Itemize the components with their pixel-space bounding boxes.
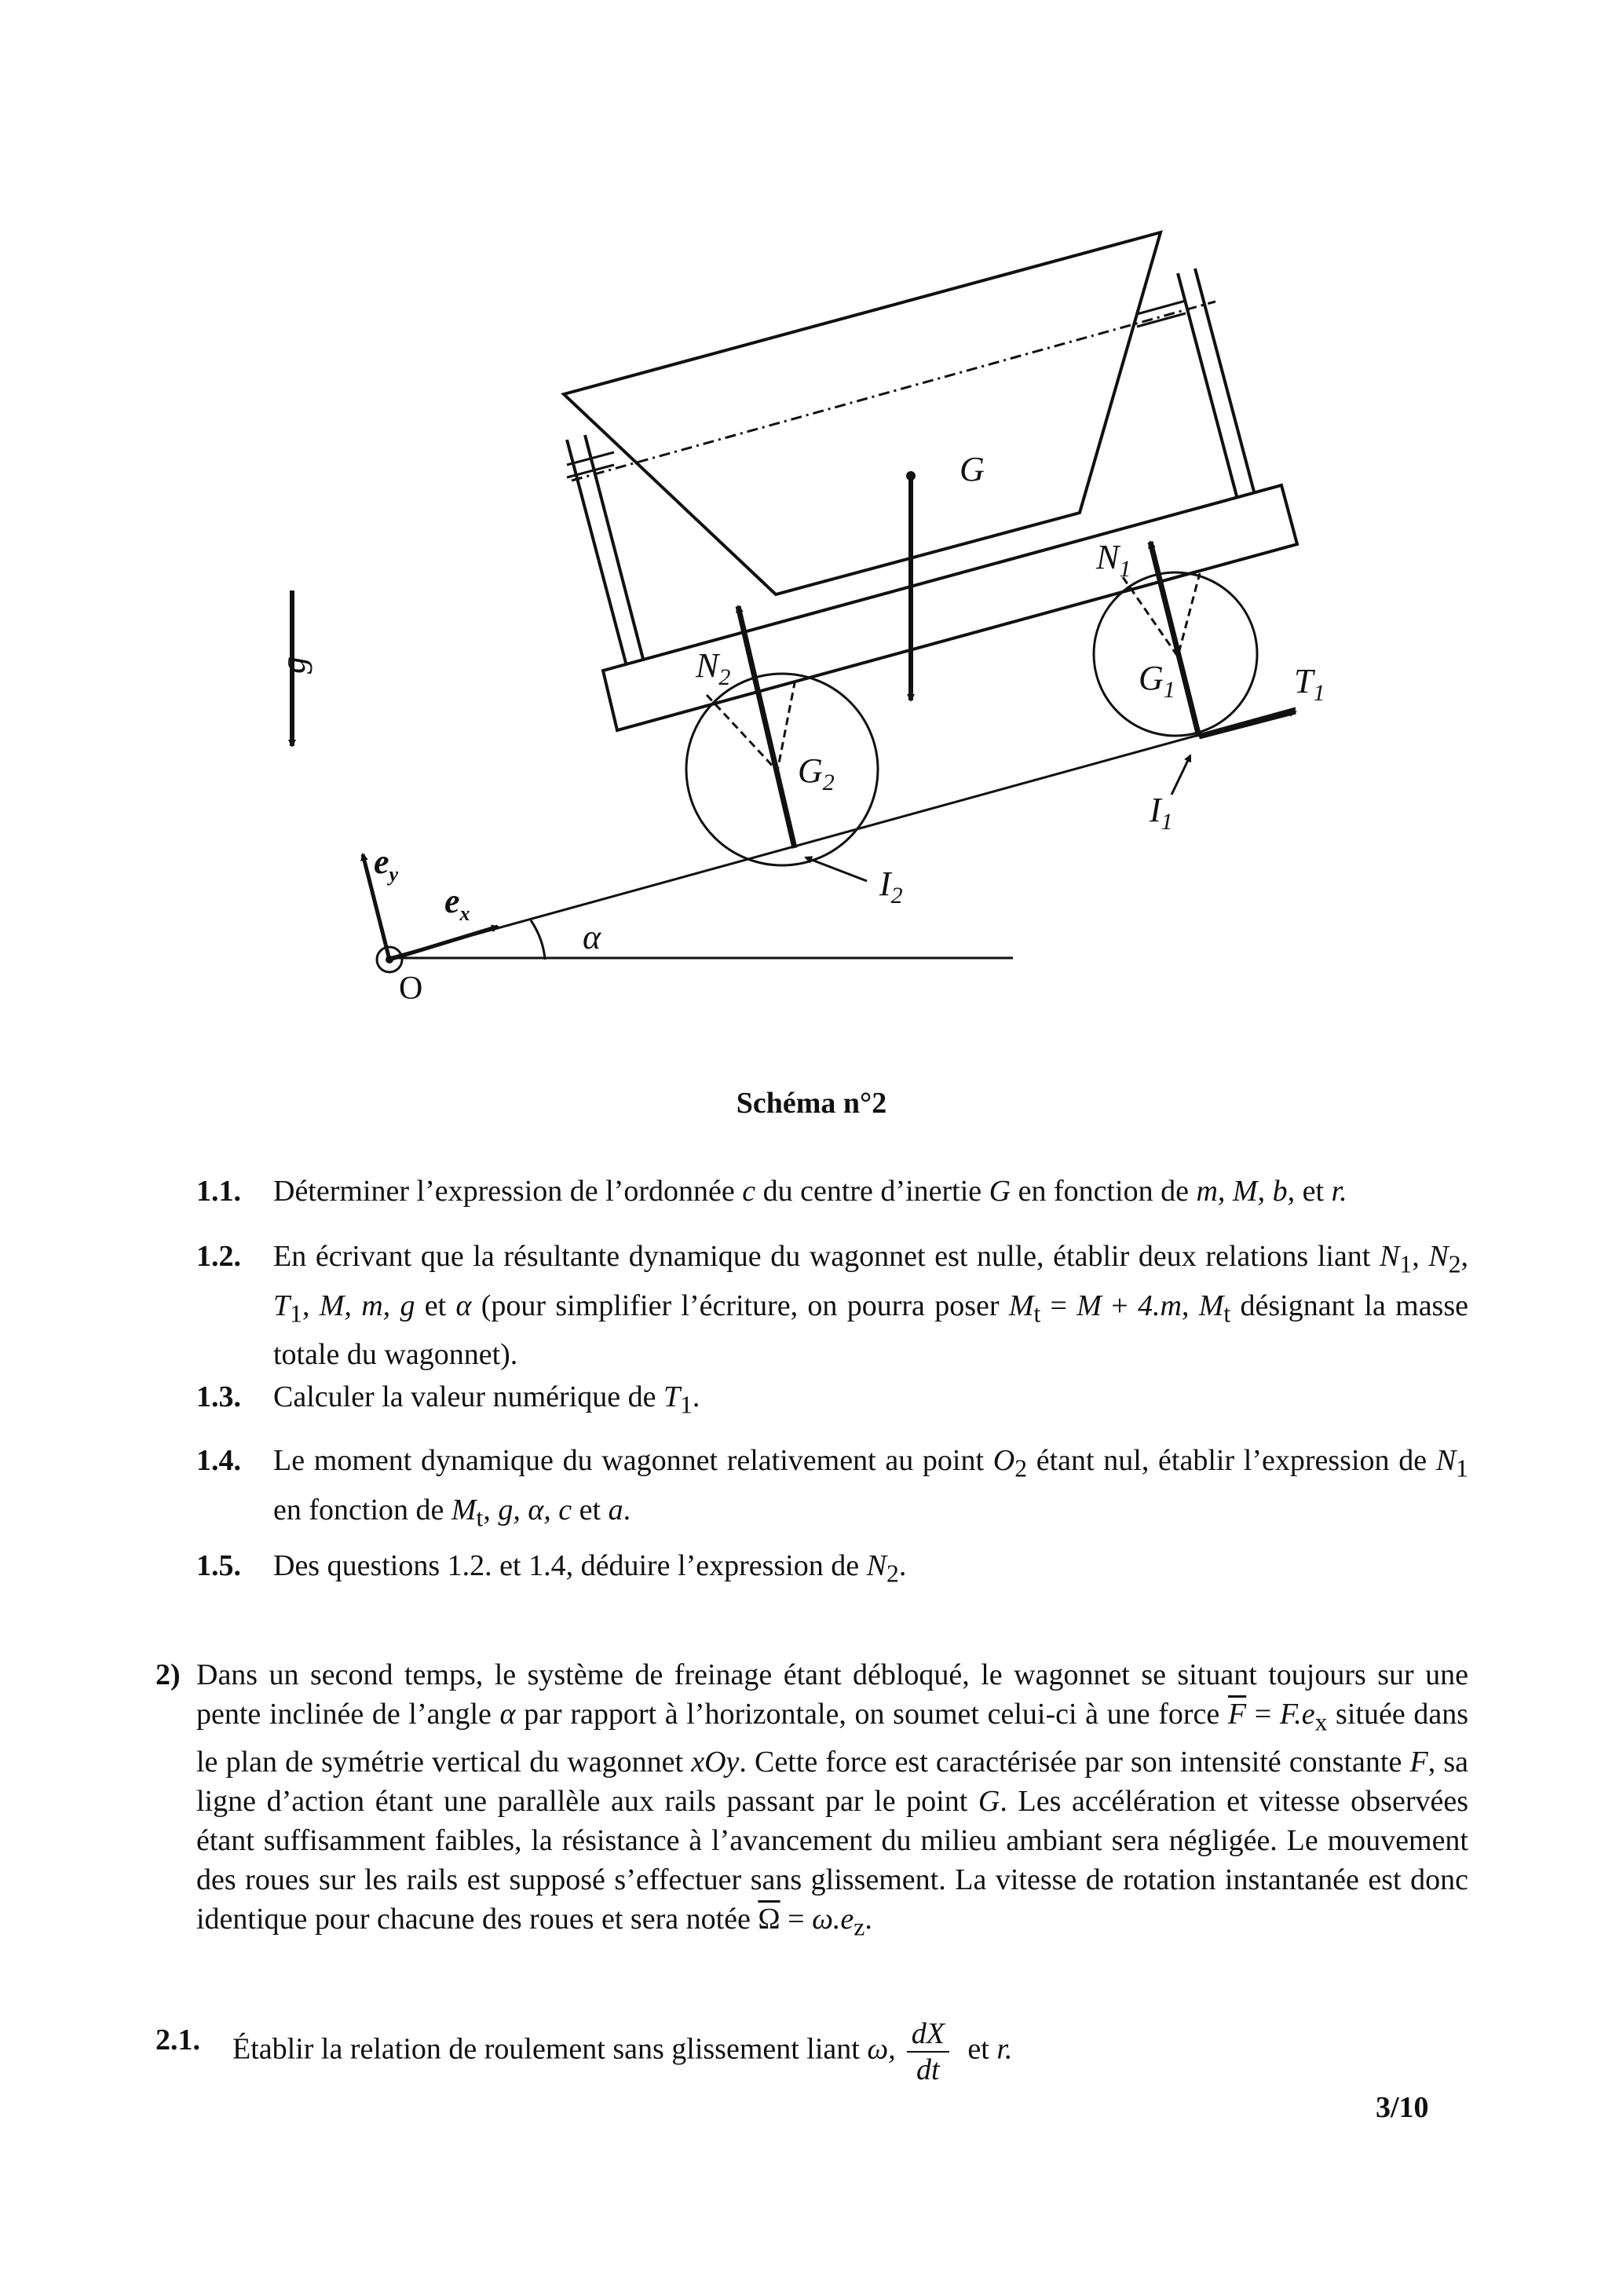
question-number: 1.2.: [196, 1240, 241, 1273]
chassis-beam: [603, 485, 1297, 730]
question-1-4: [196, 1440, 1468, 1538]
question-text: Établir la relation de roulement sans glissement liant ω, $\frac{dX}{dt}$ et r.: [232, 2017, 1013, 2086]
g2-label: $G_2$: [798, 751, 835, 795]
question-text: Déterminer l’expression de l’ordonnée c du centre d’inertie G en fonction de m, M, b, et r.: [273, 1175, 1347, 1208]
question-1-3: [196, 1377, 1468, 1426]
right-post-inner: [1195, 269, 1254, 492]
left-post-inner: [585, 435, 644, 662]
question-number: 1.4.: [196, 1444, 241, 1477]
question-text: Dans un second temps, le système de freinage étant débloqué, le wagonnet se situant toujours sur une pente inclinée de l’angle α par rapport à l’horizontale, on soumet celui-ci à une force $\overline{F} = F.e_x$ située dans le plan de symétrie vertical du wagonnet xOy. Cette force est caractérisée par son intensité constante F, sa ligne d’action étant une parallèle aux rails passant par le point G. Les accélération et vitesse observées étant suffisamment faibles, la résistance à l’avancement du milieu ambiant sera négligée. Le mouvement des roues sur les rails est supposé s’effectuer sans glissement. La vitesse de rotation instantanée est donc identique pour chacune des roues et sera notée $\overline{\Omega} = \omega.e_z$.: [196, 1658, 1469, 1941]
question-text: Le moment dynamique du wagonnet relativement au point $O_2$ étant nul, établir l’expression de $N_1$ en fonction de $M_t$, g, α, c et a.: [273, 1444, 1468, 1532]
question-text: Calculer la valeur numérique de $T_1$.: [273, 1380, 700, 1419]
i2-label: $I_2$: [879, 865, 903, 909]
fraction-dx-dt: $\frac{dX}{dt}$: [907, 2016, 949, 2087]
i1-label: $I_1$: [1150, 791, 1173, 835]
right-pin-line-2: [1137, 313, 1186, 327]
g1-label: $G_1$: [1139, 659, 1175, 703]
question-number: 1.3.: [196, 1380, 241, 1413]
rear-wheel: [686, 674, 878, 865]
ey-label: $e_y$: [374, 843, 399, 886]
right-pin-line: [1137, 301, 1186, 314]
ex-label: $e_x$: [444, 882, 470, 925]
g-label: G: [960, 450, 985, 488]
t1-label: $T_1$: [1294, 662, 1325, 706]
alpha-label: α: [583, 918, 601, 956]
wagon-hopper: [564, 232, 1161, 594]
question-2-1: [155, 2016, 1468, 2087]
question-number: 1.5.: [196, 1549, 241, 1582]
figure-caption: Schéma n°2: [736, 1087, 887, 1120]
i2-leader: [806, 857, 867, 881]
question-text: Des questions 1.2. et 1.4, déduire l’expression de $N_2$.: [273, 1549, 907, 1588]
question-text: En écrivant que la résultante dynamique du wagonnet est nulle, établir deux relations liant $N_1$, $N_2$, $T_1$, M, m, g et α (pour simplifier l’écriture, on pourra poser $M_t = M + 4.m$, $M_t$ désignant la masse totale du wagonnet).: [273, 1240, 1469, 1372]
origin-label: O: [399, 971, 423, 1007]
question-number: 2.1.: [155, 2024, 200, 2057]
question-number: 2): [155, 1658, 181, 1691]
n1-label: $N_1$: [1096, 538, 1131, 582]
rail-incline: [389, 708, 1296, 958]
question-1-1: [196, 1171, 1468, 1212]
t1-arrow: [1199, 711, 1296, 737]
ex-vector: [389, 927, 498, 960]
n2-label: $N_2$: [696, 646, 731, 690]
question-number: 1.1.: [196, 1175, 241, 1208]
i1-leader: [1172, 755, 1190, 795]
question-1-2: [196, 1236, 1468, 1375]
wagon-diagram: [0, 0, 1623, 1044]
right-post: [1178, 273, 1237, 496]
alpha-arc: [531, 920, 545, 960]
g-vector-label: g: [274, 656, 313, 674]
page-number: 3/10: [1376, 2091, 1429, 2124]
axis-dashdot-line: [572, 302, 1215, 481]
question-1-5: [196, 1545, 1468, 1595]
question-2: [155, 1655, 1468, 1947]
